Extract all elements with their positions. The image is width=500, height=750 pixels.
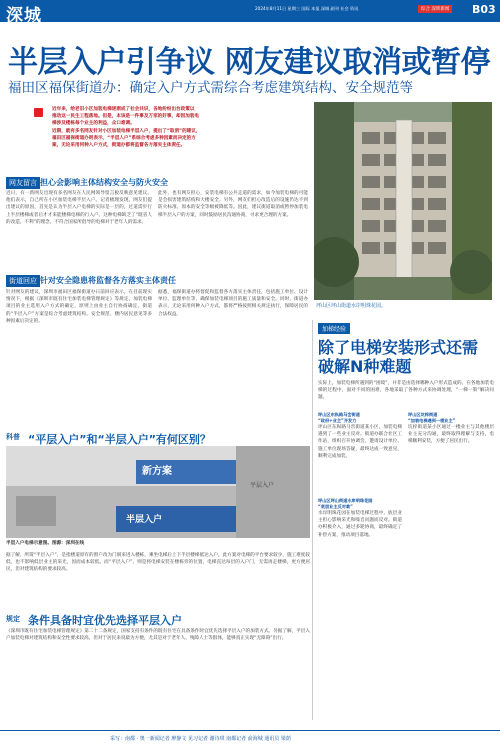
case-text: 水岸明珠花园在加装电梯过程中，底层业主担心影响采光和噪音问题而反对。街道办积极介入，通过多轮协商，最终确定了补偿方案，推动项目落地。 — [318, 511, 402, 538]
science-label: 科普 — [6, 433, 20, 441]
science-title: “平层入户”和“半层入户”有何区别？ — [28, 433, 211, 446]
building-photo-art — [314, 102, 492, 300]
case-title: “底层业主反对难” — [318, 504, 353, 509]
street-col2: 据悉，福保街道办将督促和监督各方落实主体责任，包括施工单位、设计单位、监理单位等，确保加装电梯项目的施工质量和安全。同时，街道办表示，无论采用何种入户方式，都将严格按照相关规定执行，保障居民的合法权益。 — [158, 290, 308, 317]
sidebar-title-text: 除了电梯安装形式还需破解N种难题 — [318, 338, 479, 376]
summary-line: 福田区福保街道办则表示，“半层入户”系综合考虑多种因素而决定的方 — [52, 135, 196, 141]
case-text: 坪山区东纵路马峦街道某小区，加装电梯遇到了一些业主反对。街道办联合社区工作站，组织召开协调会，邀请设计单位、施工单位现场答疑，最终达成一致意见，顺利完成加装。 — [318, 425, 402, 459]
netizen-title: 担心会影响主体结构安全与防火安全 — [40, 178, 168, 187]
case-location: 坪山区坪山街道水岸明珠花园 — [318, 498, 373, 503]
policy-label: 规定 — [6, 615, 20, 623]
photo-caption: 坪山区坪山街道水岸明珠花园。 — [316, 303, 387, 309]
case-1 — [318, 412, 402, 488]
street-col1: 针对网友的建议，深圳市福田区福保街道办日前回应表示，在目前现实情况下，根据《深圳市既有住宅加装电梯管理规定》等规定，加装电梯项目的业主选用入户方式的确定，原则上由业主自行协商确定。街道的“半层入户”方案是综合考虑建筑结构、安全规范、楼内居民意见等多种因素后决定的。 — [6, 290, 152, 324]
page-number: B03 — [472, 3, 496, 16]
summary-line: 案，无论采用何种入户方式，街道办都将监督各方落实主体责任。 — [52, 143, 186, 149]
main-headline: 半层入户引争议 网友建议取消或暂停 — [8, 45, 490, 80]
new-plan-label: 新方案 — [142, 466, 172, 477]
column-divider — [312, 320, 313, 720]
netizen-col2: 此外，也有网友担心，安装电梯有公共走道的需求，如今加装电梯的可能是会损害建筑结构和大楼安全。另外，网友们担心改造后的设施仍达不到防火标准、原本的安全等级被降低等。因此，建议街道取消或暂停加装电梯半层入户的方案，同时鼓励居民沟通协商，寻求更合理的方案。 — [158, 191, 308, 218]
summary-line: 近年来，给老旧小区加装电梯逐渐成了社会共识，各地纷纷出台政策以 — [52, 107, 195, 112]
building-photo — [314, 102, 492, 300]
sidebar-intro: 实际上，加装电梯所遇到的“困境”，并非是由选择哪种入户形式造成的。在各地加装电梯的过程中，面对不同的困难，各地采取了各种方式来协调处理，“一梯一策”解决问题。 — [318, 381, 494, 401]
summary-line: 近期，就有多名网友针对小区加装电梯半层入户，提出了“取消”的建议， — [52, 128, 201, 134]
sidebar-tag: 加梯经验 — [318, 323, 350, 334]
section-name: 深城 — [6, 6, 42, 26]
half-floor-label: 半层入户 — [126, 515, 163, 525]
flat-floor-label: 平层入户 — [250, 482, 275, 489]
summary-line: 梯涉及楼栋每个业主的利益，众口难调。 — [52, 121, 135, 127]
street-label: 街道回应 — [6, 275, 40, 287]
case-3 — [408, 412, 494, 624]
street-title: 针对安全隐患将监督各方落实主体责任 — [40, 276, 176, 285]
case-location: 坪山区东纵路马峦街道 — [318, 412, 360, 417]
policy-text: 《深圳市既有住宅加装电梯管理规定》第二十二条规定，国家支持有条件的既有住宅在具备条件时宜优先选择平层入户的加装方式。另据了解，平层入户加装电梯对建筑结构和安全性要求较高，但对于居民来说最为方便，尤其是对于老年人、残障人士等群体，能够真正实现“无障碍”出行。 — [6, 629, 310, 642]
summary-block — [52, 106, 312, 149]
credits: 采写：南都 · 奥一新闻记者 廖静文 见习记者 谢诗琪 南都记者 俞海城 通讯员 梁荫 — [110, 736, 291, 742]
science-text: 据了解，所谓“半层入户”，是指楼道原有的窗户改为门洞来进入楼栋，乘坐电梯后上下半层楼梯抵达入户，此方案对电梯的平台要求较少，施工难度较低，也不影响低层业主的采光，因而成本较低。而“平层入户”，则是将电梯安装在楼栋旁的位置，电梯直达每层的入户门，无需再走楼梯，更方便居民，但对建筑结构的要求较高。 — [6, 553, 310, 573]
netizen-label: 网友留言 — [6, 177, 40, 189]
case-text: 坑梓街道某小区通过一楼业主与其他楼层业主充分沟通，最终取得理解与支持，电梯顺利安装，方便了居民出行。 — [408, 425, 494, 445]
case-2 — [318, 498, 402, 630]
sub-headline: 福田区福保街道办：确定入户方式需综合考虑建筑结构、安全规范等 — [8, 80, 413, 96]
case-title: “政府+业主”齐发力 — [318, 418, 357, 423]
summary-icon — [34, 108, 43, 117]
summary-line: 推动这一民生工程落地。但是，本该是一件事及万家的好事，却因加装电 — [52, 114, 200, 120]
footer-rule — [0, 730, 500, 731]
masthead-info: 2024年8月11日 星期三 国际 本报 深城 副刊 社会 资讯 — [255, 6, 359, 11]
sidebar-title — [318, 338, 493, 376]
netizen-col1: 近日，有一新网友出现有多名网友在人民网领导留言板反映意见建议。他们表示，自己所在小区加装电梯半层入户。记者梳理发现，网友们提出建议的原因，首先是认为半层入户电梯的实际是一层的，过道需步行上半层楼梯或者后才才来能楼梯电梯的行入户。这种电梯缺乏了“既省人的改造，不利”的理念，不符合国家所倡导的电梯对于老年人的需求。 — [6, 191, 152, 225]
diagram-caption: 半层入户电梯示意图。图源：深圳在线 — [6, 541, 85, 546]
page-tag: 综合 深圳新闻 — [418, 5, 452, 13]
case-title: “加装电梯遇到一楼业主” — [408, 418, 456, 423]
case-location: 坪山区坑梓街道 — [408, 412, 438, 417]
policy-title: 条件具备时宜优先选择平层入户 — [28, 614, 182, 627]
